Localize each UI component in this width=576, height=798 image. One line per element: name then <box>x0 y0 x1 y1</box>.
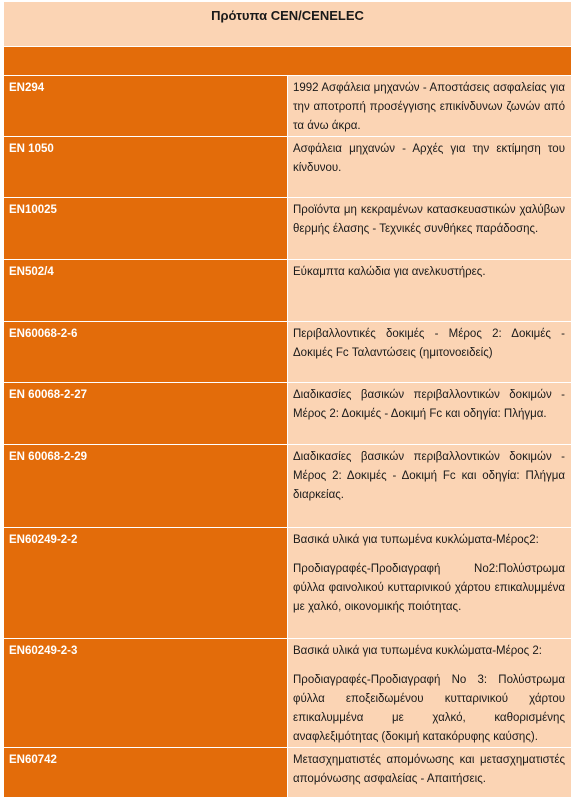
standard-code: EN60068-2-6 <box>4 322 288 383</box>
description-paragraph: Προϊόντα μη κεκραμένων κατασκευαστικών χαλύβων θερμής έλασης - Τεχνικές συνθήκες παράδοσης. <box>293 204 565 235</box>
description-paragraph: Προδιαγραφές-Προδιαγραφή No2:Πολύστρωμα φύλλα φαινολικού κυτταρινικού χάρτου επικαλυμμένα με χαλκό, οικονομικής ποιότητας. <box>293 563 565 613</box>
table-row <box>4 528 572 639</box>
table-row <box>4 322 572 383</box>
standard-code: EN60742 <box>4 748 288 798</box>
standard-code: EN294 <box>4 76 288 137</box>
title-cell <box>4 2 572 47</box>
description-paragraph: Διαδικασίες βασικών περιβαλλοντικών δοκιμών - Μέρος 2: Δοκιμές - Δοκιμή Fc και οδηγία: Πλήγμα. <box>293 389 565 420</box>
table-row <box>4 445 572 528</box>
standards-document <box>3 1 572 798</box>
standard-code: EN60249-2-3 <box>4 639 288 748</box>
description-paragraph: 1992 Ασφάλεια μηχανών - Αποστάσεις ασφαλείας για την αποτροπή προσέγγισης επικίνδυνων ζωνών από τα άνω άκρα. <box>293 82 565 132</box>
standard-description <box>288 383 572 445</box>
table-title: Πρότυπα CEN/CENELEC <box>211 8 364 23</box>
description-paragraph: Προδιαγραφές-Προδιαγραφή No 3: Πολύστρωμα φύλλα εποξειδωμένου κυτταρινικού χάρτου επικαλυμμένα με χαλκό, καθορισμένης αναφλεξιμότητας (δοκιμή κατακόρυφης καύσης). <box>293 674 565 743</box>
table-row <box>4 260 572 322</box>
table-row <box>4 639 572 748</box>
standard-description <box>288 748 572 798</box>
table-row <box>4 383 572 445</box>
standard-code: EN10025 <box>4 198 288 260</box>
standard-code: EN 1050 <box>4 137 288 198</box>
description-paragraph: Διαδικασίες βασικών περιβαλλοντικών δοκιμών - Μέρος 2: Δοκιμές - Δοκιμή Fc και οδηγία: Πλήγμα διαρκείας. <box>293 451 565 501</box>
standard-description <box>288 322 572 383</box>
table-row <box>4 137 572 198</box>
standard-description <box>288 260 572 322</box>
description-paragraph: Μετασχηματιστές απομόνωσης και μετασχηματιστές απομόνωσης ασφαλείας - Απαιτήσεις. <box>293 754 565 785</box>
table-row <box>4 748 572 798</box>
description-paragraph: Εύκαμπτα καλώδια για ανελκυστήρες. <box>293 266 486 278</box>
standard-description <box>288 445 572 528</box>
standard-code: EN 60068-2-27 <box>4 383 288 445</box>
standard-description <box>288 198 572 260</box>
description-paragraph: Βασικά υλικά για τυπωμένα κυκλώματα-Μέρος 2: <box>293 645 542 657</box>
title-row <box>4 2 572 47</box>
standard-code: EN 60068-2-29 <box>4 445 288 528</box>
standards-table <box>3 1 572 798</box>
table-row <box>4 76 572 137</box>
description-paragraph: Περιβαλλοντικές δοκιμές - Μέρος 2: Δοκιμές - Δοκιμές Fc Ταλαντώσεις (ημιτονοειδείς) <box>293 328 565 359</box>
description-paragraph: Ασφάλεια μηχανών - Αρχές για την εκτίμηση του κίνδυνου. <box>293 143 565 174</box>
header-band <box>4 47 572 76</box>
standard-description <box>288 137 572 198</box>
standard-description <box>288 528 572 639</box>
standard-code: EN502/4 <box>4 260 288 322</box>
header-band-cell <box>4 47 572 76</box>
standard-description <box>288 76 572 137</box>
description-paragraph: Βασικά υλικά για τυπωμένα κυκλώματα-Μέρος2: <box>293 534 539 546</box>
table-row <box>4 198 572 260</box>
standard-description <box>288 639 572 748</box>
standard-code: EN60249-2-2 <box>4 528 288 639</box>
